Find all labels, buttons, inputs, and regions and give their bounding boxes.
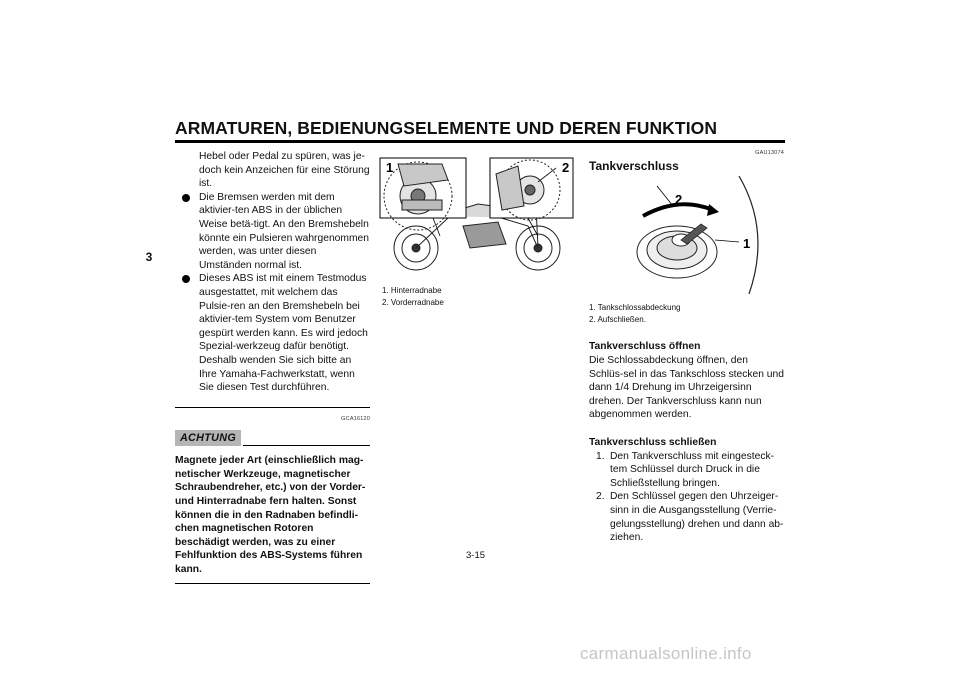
figure1-legend <box>382 285 444 309</box>
caution-code: GCA16120 <box>341 415 370 422</box>
caution-badge: ACHTUNG <box>175 430 241 446</box>
header-rule <box>175 140 785 143</box>
bullet-item <box>175 191 370 273</box>
legend-item: 2. Aufschließen. <box>589 315 646 325</box>
bullet-item <box>175 272 370 394</box>
caution-end-rule <box>175 583 370 584</box>
column-right-header <box>589 150 784 173</box>
legend-item: 1. Tankschlossabdeckung <box>589 303 681 312</box>
figure1-callout-1: 1 <box>386 160 394 175</box>
section-title: Tankverschluss <box>589 159 679 173</box>
page-header-title: ARMATUREN, BEDIENUNGSELEMENTE UND DEREN FUNKTION <box>175 118 718 138</box>
bullet-text: Die Bremsen werden mit dem aktivier-ten ABS in der üblichen Weise betä-tigt. An den Bremshebeln könnte ein Pulsieren wahrgenommen werden, was unter diesen Umständen normal ist. <box>199 191 369 271</box>
chapter-tab: 3 <box>145 250 153 264</box>
bullet-dot-icon <box>182 194 190 202</box>
continuation-text: Hebel oder Pedal zu spüren, was je-doch kein Anzeichen für eine Störung ist. <box>199 151 370 190</box>
column-left <box>175 150 370 584</box>
figure2-callout-2: 2 <box>675 192 683 207</box>
figure-motorcycle-hubs <box>378 156 575 276</box>
figure2-callout-1: 1 <box>743 236 751 251</box>
step-number: 2. <box>596 491 605 503</box>
figure2-legend <box>589 302 784 326</box>
bullet-text: Dieses ABS ist mit einem Testmodus ausgestattet, mit welchem das Pulsie-ren an den Bremshebeln bei aktivier-tem System vom Benutzer gespürt werden kann. Es wird jedoch Spezial-werkzeug dafür benötigt. Deshalb wenden Sie sich bitte an Ihre Yamaha-Fachwerkstatt, wenn Sie diesen Test durchführen. <box>199 273 368 394</box>
step-text: Den Schlüssel gegen den Uhrzeiger-sinn in die Ausgangsstellung (Verrie-gelungsstellung) drehen und dann ab-ziehen. <box>610 491 784 544</box>
open-text: Die Schlossabdeckung öffnen, den Schlüs-sel in das Tankschloss stecken und dann 1/4 Drehung im Uhrzeigersinn drehen. Der Tankverschluss kann nun abgenommen werden. <box>589 355 784 421</box>
close-step <box>589 450 784 491</box>
figure-fuel-cap <box>589 176 785 294</box>
legend-item: 1. Hinterradnabe <box>382 286 442 295</box>
legend-item: 2. Vorderradnabe <box>382 298 444 308</box>
caution-header <box>175 430 370 448</box>
step-text: Den Tankverschluss mit eingesteck-tem Schlüssel durch Druck in die Schließstellung bringen. <box>610 450 775 489</box>
page-number: 3-15 <box>466 550 486 561</box>
caution-text: Magnete jeder Art (einschließlich mag-netischer Werkzeuge, magnetischer Schraubendreher, etc.) von der Vorder-und Hinterradnabe fern halten. Sonst können die in den Radnaben befindli-chen magnetischen Rotoren beschädigt werden, was zu einer Fehlfunktion des ABS-Systems führen kann. <box>175 455 366 576</box>
section-code: GAU13074 <box>755 150 784 156</box>
watermark-text: carmanualsonline.info <box>580 644 752 663</box>
bullet-dot-icon <box>182 275 190 283</box>
close-step <box>589 490 784 544</box>
motorcycle-illustration <box>378 156 575 276</box>
open-heading: Tankverschluss öffnen <box>589 341 701 353</box>
section-rule <box>175 407 370 408</box>
close-heading: Tankverschluss schließen <box>589 436 717 448</box>
caution-rule <box>243 445 370 446</box>
fuel-cap-illustration <box>589 176 785 294</box>
figure1-callout-2: 2 <box>562 160 570 175</box>
step-number: 1. <box>596 450 605 462</box>
column-right-body <box>589 302 784 545</box>
